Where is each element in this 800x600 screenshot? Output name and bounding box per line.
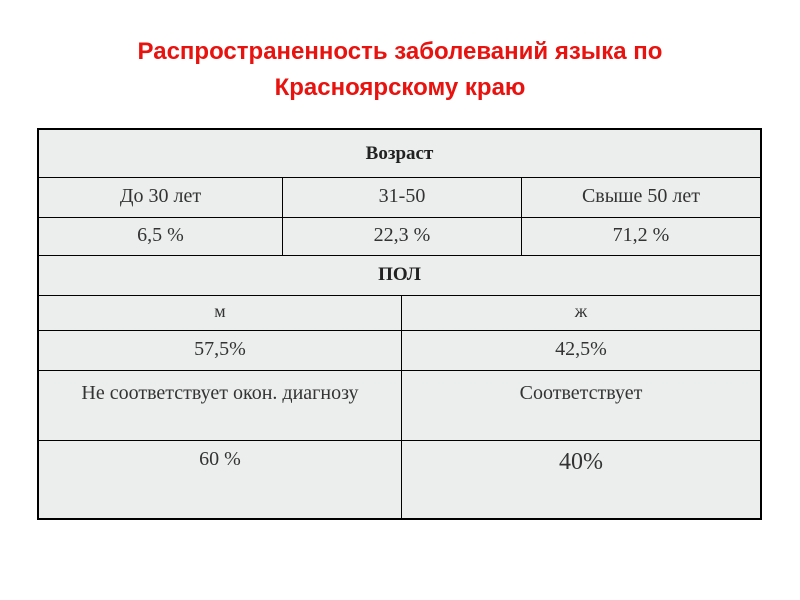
age-col-31-50: 31-50 xyxy=(282,178,521,217)
sex-header-row xyxy=(39,256,760,296)
diagnosis-col-match: Соответствует xyxy=(401,371,760,440)
diagnosis-col-mismatch: Не соответствует окон. диагнозу xyxy=(81,382,359,404)
age-value-31-50: 22,3 % xyxy=(282,218,521,255)
age-values-row xyxy=(39,218,760,256)
age-header-row xyxy=(39,130,760,178)
diagnosis-values-row xyxy=(39,441,760,518)
age-columns-row xyxy=(39,178,760,218)
page-title xyxy=(0,34,800,106)
diagnosis-value-mismatch: 60 % xyxy=(199,448,241,470)
sex-col-male: м xyxy=(214,301,226,321)
sex-value-male: 57,5% xyxy=(194,338,246,360)
age-value-under-30: 6,5 % xyxy=(137,224,184,246)
sex-header-cell: ПОЛ xyxy=(378,264,421,285)
sex-value-female: 42,5% xyxy=(401,331,760,370)
title-line-1: Распространенность заболеваний языка по xyxy=(137,38,663,65)
diagnosis-value-match: 40% xyxy=(401,441,760,518)
diagnosis-columns-row xyxy=(39,371,760,441)
sex-col-female: ж xyxy=(401,296,760,330)
title-line-2: Красноярскому краю xyxy=(274,74,526,101)
age-col-over-50: Свыше 50 лет xyxy=(521,178,760,217)
age-header-cell: Возраст xyxy=(365,143,434,164)
sex-columns-row xyxy=(39,296,760,331)
age-col-under-30: До 30 лет xyxy=(119,185,202,207)
sex-values-row xyxy=(39,331,760,371)
age-value-over-50: 71,2 % xyxy=(521,218,760,255)
statistics-table xyxy=(37,128,762,520)
